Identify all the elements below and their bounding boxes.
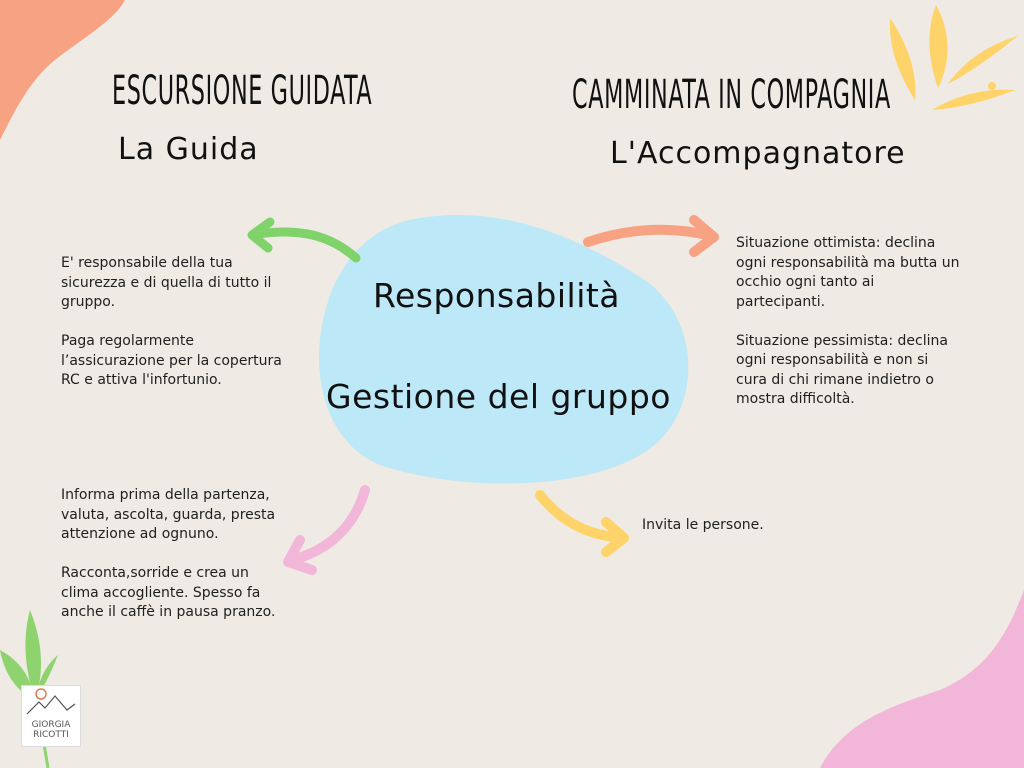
yellow-arrow-icon	[540, 495, 624, 552]
logo-line-2: RICOTTI	[33, 730, 69, 740]
right-top-text: Situazione ottimista: declina ogni responsabilità ma butta un occhio ogni tanto ai partecipanti. Situazione pessimista: declina ogni responsabilità e non si cura di chi rimane indietro o mostra difficoltà.	[736, 235, 960, 407]
center-blob	[319, 215, 688, 484]
logo-line-1: GIORGIA	[31, 720, 71, 730]
yellow-splash-icon	[890, 5, 1018, 110]
green-arrow-icon	[252, 222, 356, 258]
left-top-text: E' responsabile della tua sicurezza e di quella di tutto il gruppo. Paga regolarmente l’assicurazione per la copertura RC e attiva l'infortunio.	[61, 255, 282, 388]
right-subtitle: L'Accompagnatore	[610, 136, 906, 171]
corner-blob-top-left	[0, 0, 125, 140]
logo	[21, 685, 81, 747]
salmon-arrow-icon	[588, 220, 714, 252]
right-title: CAMMINATA IN COMPAGNIA	[572, 72, 891, 118]
left-bottom-text: Informa prima della partenza, valuta, ascolta, guarda, presta attenzione ad ognuno. Racconta,sorride e crea un clima accogliente. Spesso fa anche il caffè in pausa pranzo.	[61, 487, 276, 620]
corner-blob-bottom-right	[820, 590, 1024, 768]
center-gestione-gruppo: Gestione del gruppo	[326, 377, 671, 416]
center-responsabilita: Responsabilità	[373, 276, 621, 315]
left-title: ESCURSIONE GUIDATA	[112, 68, 373, 114]
right-bottom-text: Invita le persone.	[642, 517, 764, 533]
left-subtitle: La Guida	[118, 132, 259, 167]
mountain-logo-icon	[23, 686, 79, 716]
